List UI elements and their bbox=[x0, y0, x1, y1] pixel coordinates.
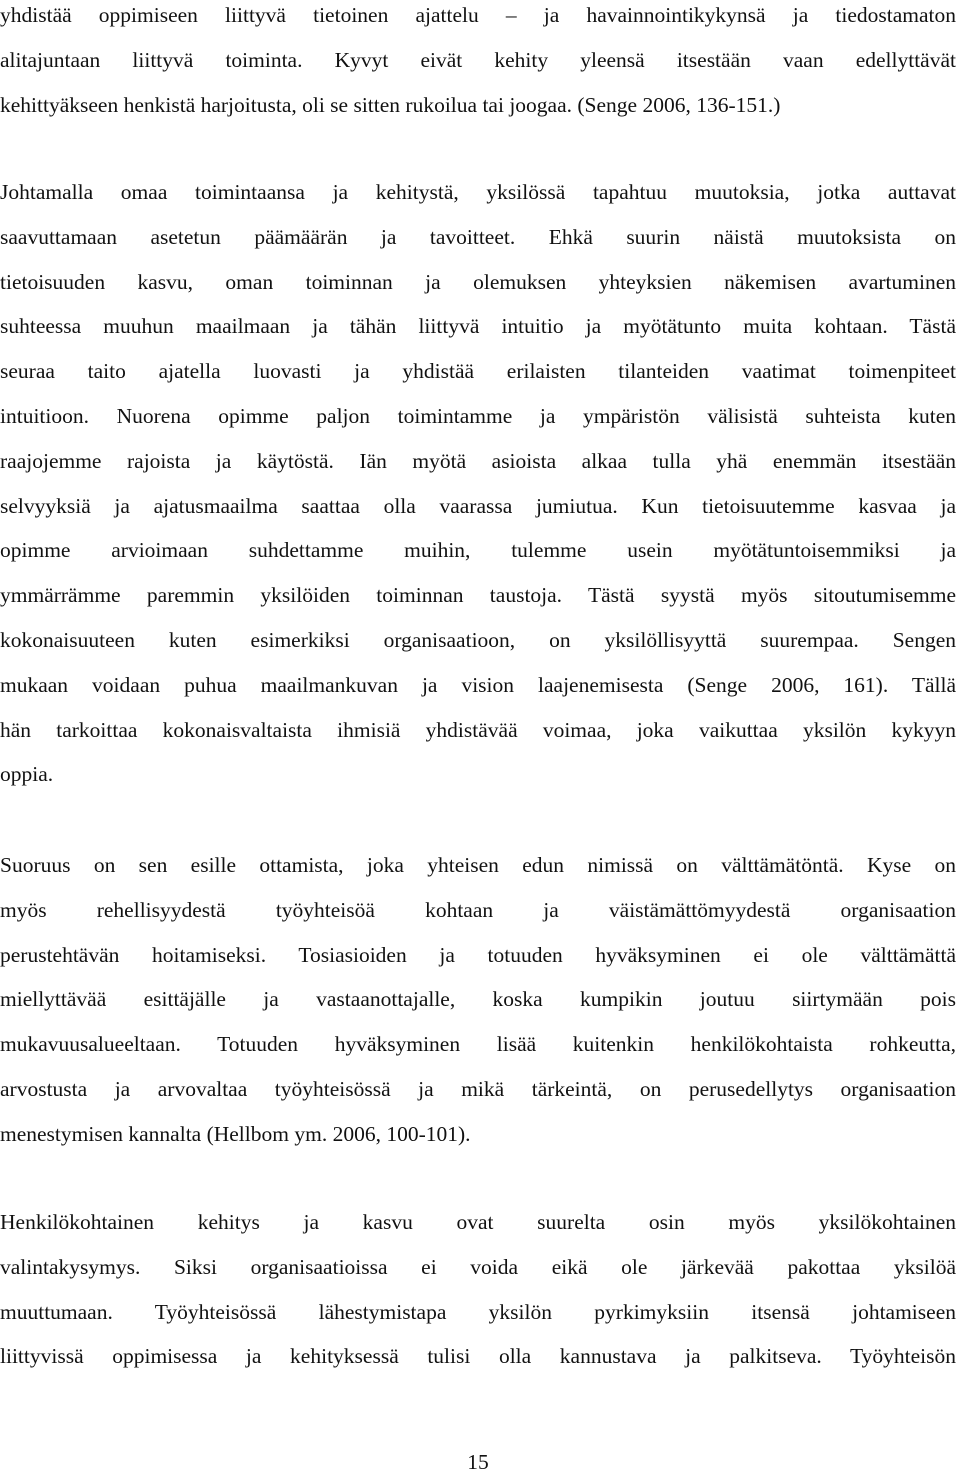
text-line: saavuttamaan asetetun päämäärän ja tavoitteet. Ehkä suurin näistä muutoksista on bbox=[0, 224, 956, 249]
text-line: hän tarkoittaa kokonaisvaltaista ihmisiä yhdistävää voimaa, joka vaikuttaa yksilön kykyyn bbox=[0, 717, 956, 742]
text-line: alitajuntaan liittyvä toiminta. Kyvyt eivät kehity yleensä itsestään vaan edellyttävät bbox=[0, 47, 956, 72]
text-line: perustehtävän hoitamiseksi. Tosiasioiden ja totuuden hyväksyminen ei ole välttämättä bbox=[0, 942, 956, 967]
text-line: raajojemme rajoista ja käytöstä. Iän myötä asioista alkaa tulla yhä enemmän itsestään bbox=[0, 448, 956, 473]
page-number: 15 bbox=[467, 1450, 489, 1474]
text-line: Johtamalla omaa toimintaansa ja kehitystä, yksilössä tapahtuu muutoksia, jotka auttavat bbox=[0, 180, 956, 204]
paragraph-3 bbox=[0, 843, 956, 1157]
text-line: intuitioon. Nuorena opimme paljon toimintamme ja ympäristön välisistä suhteista kuten bbox=[0, 403, 956, 428]
paragraph-4 bbox=[0, 1200, 956, 1379]
paragraph-1 bbox=[0, 0, 956, 127]
text-line: kehittyäkseen henkistä harjoitusta, oli se sitten rukoilua tai joogaa. (Senge 2006, 136-151.) bbox=[0, 92, 781, 117]
text-line: suhteessa muuhun maailmaan ja tähän liittyvä intuitio ja myötätunto muita kohtaan. Tästä bbox=[0, 314, 956, 339]
text-line: valintakysymys. Siksi organisaatioissa ei voida eikä ole järkevää pakottaa yksilöä bbox=[0, 1254, 956, 1279]
text-line: liittyvissä oppimisessa ja kehityksessä tulisi olla kannustava ja palkitseva. Työyhteisön bbox=[0, 1344, 956, 1369]
text-line: yhdistää oppimiseen liittyvä tietoinen ajattelu – ja havainnointikykynsä ja tiedostamaton bbox=[0, 3, 956, 27]
text-line: miellyttävää esittäjälle ja vastaanottajalle, koska kumpikin joutuu siirtymään pois bbox=[0, 987, 956, 1012]
text-line: myös rehellisyydestä työyhteisöä kohtaan ja väistämättömyydestä organisaation bbox=[0, 897, 956, 922]
text-line: mukaan voidaan puhua maailmankuvan ja vision laajenemisesta (Senge 2006, 161). Tällä bbox=[0, 672, 956, 697]
text-line: muuttumaan. Työyhteisössä lähestymistapa yksilön pyrkimyksiin itsensä johtamiseen bbox=[0, 1299, 956, 1324]
text-line: kokonaisuuteen kuten esimerkiksi organisaatioon, on yksilöllisyyttä suurempaa. Sengen bbox=[0, 627, 956, 652]
text-line: menestymisen kannalta (Hellbom ym. 2006, 100-101). bbox=[0, 1121, 471, 1146]
paragraph-2 bbox=[0, 170, 956, 797]
text-line: arvostusta ja arvovaltaa työyhteisössä ja mikä tärkeintä, on perusedellytys organisaation bbox=[0, 1076, 956, 1101]
text-line: Suoruus on sen esille ottamista, joka yhteisen edun nimissä on välttämätöntä. Kyse on bbox=[0, 853, 956, 877]
text-line: mukavuusalueeltaan. Totuuden hyväksyminen lisää kuitenkin henkilökohtaista rohkeutta, bbox=[0, 1032, 956, 1057]
text-line: tietoisuuden kasvu, oman toiminnan ja olemuksen yhteyksien näkemisen avartuminen bbox=[0, 269, 956, 294]
text-line: Henkilökohtainen kehitys ja kasvu ovat suurelta osin myös yksilökohtainen bbox=[0, 1210, 956, 1234]
text-line: opimme arvioimaan suhdettamme muihin, tulemme usein myötätuntoisemmiksi ja bbox=[0, 538, 956, 563]
text-line: seuraa taito ajatella luovasti ja yhdistää erilaisten tilanteiden vaatimat toimenpiteet bbox=[0, 359, 956, 384]
text-line: oppia. bbox=[0, 762, 54, 787]
text-line: selvyyksiä ja ajatusmaailma saattaa olla vaarassa jumiutua. Kun tietoisuutemme kasvaa ja bbox=[0, 493, 956, 518]
text-line: ymmärrämme paremmin yksilöiden toiminnan taustoja. Tästä syystä myös sitoutumisemme bbox=[0, 583, 956, 608]
